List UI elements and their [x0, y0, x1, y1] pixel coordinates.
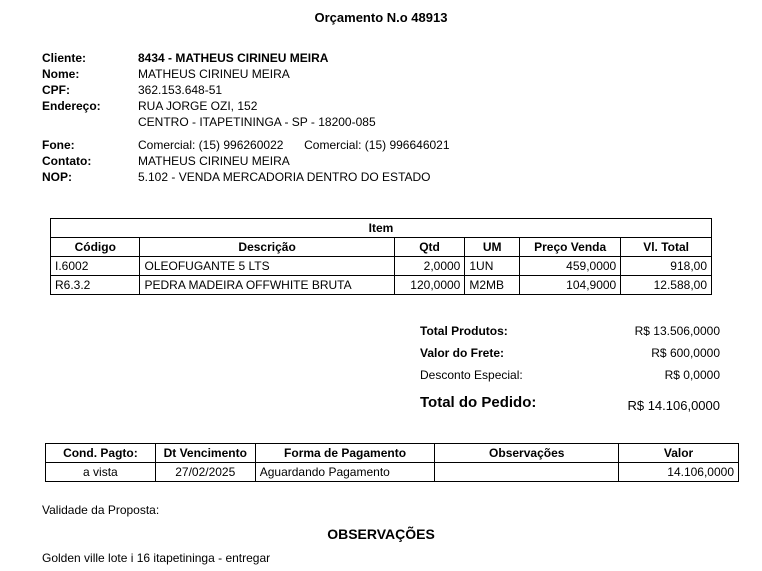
total-label: Desconto Especial:	[420, 368, 523, 382]
total-value: R$ 13.506,0000	[634, 324, 720, 338]
customer-row-fone	[42, 137, 722, 153]
column-header-observacoes: Observações	[435, 444, 619, 463]
customer-row-nop	[42, 169, 722, 185]
items-table	[50, 218, 712, 295]
customer-value: MATHEUS CIRINEU MEIRA	[138, 67, 290, 81]
total-row-pedido	[420, 392, 720, 417]
total-label: Valor do Frete:	[420, 346, 505, 360]
customer-value: CENTRO - ITAPETININGA - SP - 18200-085	[138, 115, 376, 129]
payment-table	[45, 443, 739, 482]
payment-valor: 14.106,0000	[619, 463, 739, 482]
customer-value: MATHEUS CIRINEU MEIRA	[138, 154, 290, 168]
customer-label	[42, 114, 138, 130]
total-row-desconto	[420, 364, 720, 386]
item-codigo: R6.3.2	[51, 276, 140, 295]
payment-vencimento: 27/02/2025	[155, 463, 255, 482]
column-header-forma-pagamento: Forma de Pagamento	[255, 444, 435, 463]
customer-block	[42, 50, 722, 185]
payment-cond: a vista	[46, 463, 156, 482]
customer-phone-2: Comercial: (15) 996646021	[304, 138, 450, 152]
total-label: Total Produtos:	[420, 324, 508, 338]
customer-label: Endereço:	[42, 99, 101, 113]
item-qtd: 2,0000	[394, 257, 465, 276]
customer-label: Contato:	[42, 154, 92, 168]
table-row	[51, 257, 712, 276]
customer-row-endereco	[42, 98, 722, 114]
item-um: 1UN	[465, 257, 520, 276]
customer-label: Nome:	[42, 67, 80, 81]
customer-row-contato	[42, 153, 722, 169]
item-total: 12.588,00	[621, 276, 712, 295]
item-descricao: OLEOFUGANTE 5 LTS	[140, 257, 394, 276]
customer-value: 8434 - MATHEUS CIRINEU MEIRA	[138, 51, 329, 65]
item-descricao: PEDRA MADEIRA OFFWHITE BRUTA	[140, 276, 394, 295]
column-header-um: UM	[465, 238, 520, 257]
column-header-vl-total: Vl. Total	[621, 238, 712, 257]
customer-row-cpf	[42, 82, 722, 98]
customer-row-nome	[42, 66, 722, 82]
column-header-valor: Valor	[619, 444, 739, 463]
items-group-header: Item	[51, 219, 712, 238]
column-header-descricao: Descrição	[140, 238, 394, 257]
total-row-frete	[420, 342, 720, 364]
table-row	[46, 463, 739, 482]
totals-block	[420, 320, 720, 417]
total-value: R$ 600,0000	[651, 346, 720, 360]
customer-row-cliente	[42, 50, 722, 66]
item-codigo: I.6002	[51, 257, 140, 276]
item-qtd: 120,0000	[394, 276, 465, 295]
observacoes-title: OBSERVAÇÕES	[327, 526, 435, 542]
total-value: R$ 0,0000	[664, 368, 720, 382]
item-preco: 459,0000	[520, 257, 621, 276]
item-preco: 104,9000	[520, 276, 621, 295]
items-group-header-row	[51, 219, 712, 238]
customer-value: 5.102 - VENDA MERCADORIA DENTRO DO ESTADO	[138, 170, 431, 184]
total-row-produtos	[420, 320, 720, 342]
column-header-dt-vencimento: Dt Vencimento	[155, 444, 255, 463]
column-header-preco-venda: Preço Venda	[520, 238, 621, 257]
total-value: R$ 14.106,0000	[627, 398, 720, 413]
table-row	[51, 276, 712, 295]
payment-observacoes	[435, 463, 619, 482]
column-header-codigo: Código	[51, 238, 140, 257]
column-header-qtd: Qtd	[394, 238, 465, 257]
validade-label: Validade da Proposta:	[42, 503, 160, 517]
customer-row-endereco-2	[42, 114, 722, 130]
column-header-cond-pagto: Cond. Pagto:	[46, 444, 156, 463]
total-label: Total do Pedido:	[420, 394, 537, 411]
payment-column-header-row	[46, 444, 739, 463]
customer-value: 362.153.648-51	[138, 83, 223, 97]
item-total: 918,00	[621, 257, 712, 276]
observacoes-text: Golden ville lote i 16 itapetininga - entregar	[42, 551, 271, 565]
customer-label: Cliente:	[42, 51, 87, 65]
payment-forma: Aguardando Pagamento	[255, 463, 435, 482]
customer-value: RUA JORGE OZI, 152	[138, 99, 258, 113]
customer-label: NOP:	[42, 170, 72, 184]
customer-label: Fone:	[42, 138, 75, 152]
page-title: Orçamento N.o 48913	[314, 10, 448, 25]
items-column-header-row	[51, 238, 712, 257]
item-um: M2MB	[465, 276, 520, 295]
customer-phone-1: Comercial: (15) 996260022	[138, 138, 284, 152]
customer-label: CPF:	[42, 83, 70, 97]
